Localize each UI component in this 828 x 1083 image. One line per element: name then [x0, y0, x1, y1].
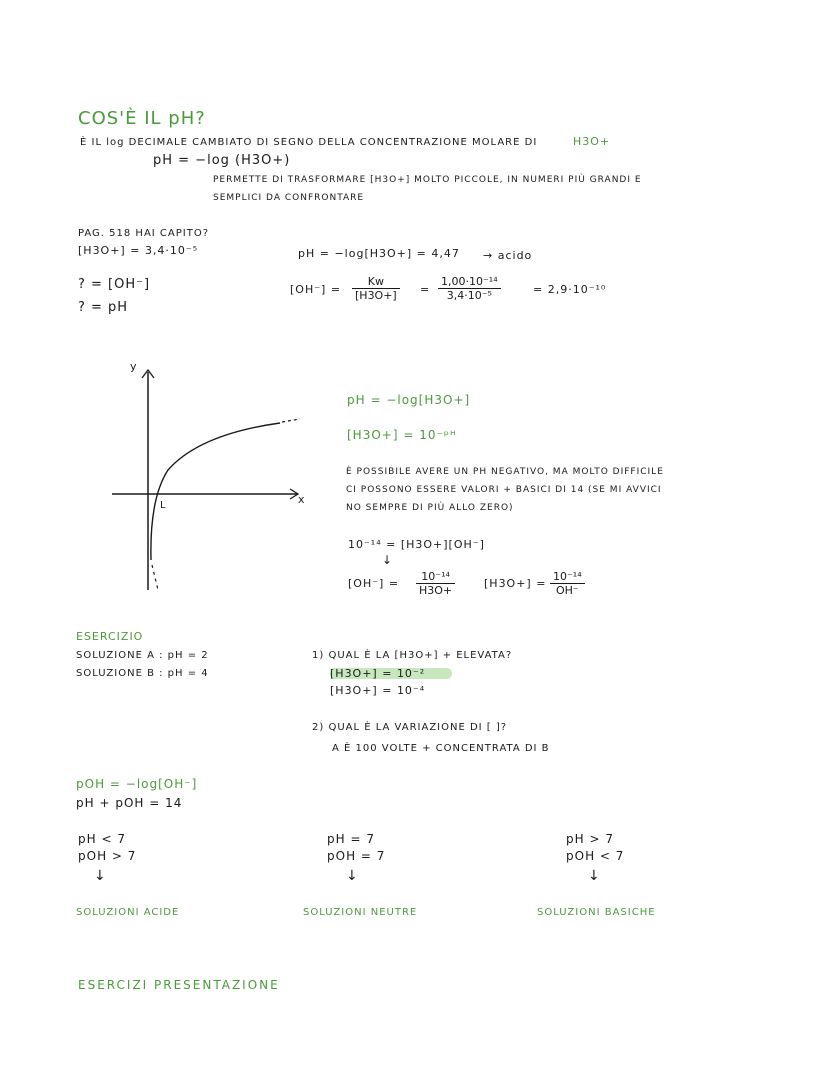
case-basic-ph: pH > 7	[566, 832, 614, 846]
oh-result: = 2,9·10⁻¹⁰	[533, 283, 607, 296]
definition-text: È IL log DECIMALE CAMBIATO DI SEGNO DELLA CONCENTRAZIONE MOLARE DI	[80, 137, 538, 148]
exercise1-ask-oh: ? = [OH⁻]	[78, 277, 151, 292]
formula-note-line2: SEMPLICI DA CONFRONTARE	[213, 193, 365, 203]
note-line2: CI POSSONO ESSERE VALORI + BASICI DI 14 (SE MI AVVICI	[346, 485, 662, 495]
oh-fraction	[416, 570, 455, 597]
kw-denominator: [H3O+]	[355, 289, 397, 302]
note-line1: È POSSIBILE AVERE UN PH NEGATIVO, MA MOLTO DIFFICILE	[346, 467, 664, 477]
value-denominator: 3,4·10⁻⁵	[446, 289, 492, 302]
question-1-answer-b: [H3O+] = 10⁻⁴	[330, 684, 426, 697]
ph-calculation: pH = −log[H3O+] = 4,47	[298, 247, 460, 260]
note-inverse-formula: [H3O+] = 10⁻ᵖᴴ	[347, 428, 457, 442]
question-1-answer-a: [H3O+] = 10⁻²	[330, 667, 426, 680]
curve-dash-start	[152, 565, 158, 590]
kw-numerator: Kw	[352, 275, 400, 289]
log-curve	[151, 423, 280, 560]
graph-y-label: y	[130, 360, 138, 373]
exercise1-header: PAG. 518 HAI CAPITO?	[78, 228, 210, 239]
case-neutral-poh: pOH = 7	[327, 849, 386, 863]
case-acid-arrow: ↓	[94, 868, 107, 884]
case-neutral-ph: pH = 7	[327, 832, 375, 846]
case-basic-poh: pOH < 7	[566, 849, 625, 863]
case-neutral-result: SOLUZIONI NEUTRE	[303, 907, 418, 918]
footer-title: ESERCIZI PRESENTAZIONE	[78, 978, 280, 992]
poh-definition: pOH = −log[OH⁻]	[76, 777, 198, 791]
case-basic-arrow: ↓	[588, 868, 601, 884]
solution-a: SOLUZIONE A : pH = 2	[76, 650, 209, 661]
solution-b: SOLUZIONE B : pH = 4	[76, 668, 209, 679]
down-arrow: ↓	[382, 553, 394, 567]
h-numerator: 10⁻¹⁴	[550, 570, 585, 584]
oh-denominator: H3O+	[419, 584, 453, 597]
exercise1-ask-ph: ? = pH	[78, 300, 129, 315]
h-lhs: [H3O+] =	[484, 577, 547, 590]
kw-equation: 10⁻¹⁴ = [H3O+][OH⁻]	[348, 538, 485, 551]
definition-species: H3O+	[573, 135, 611, 148]
exercise1-given: [H3O+] = 3,4·10⁻⁵	[78, 244, 199, 257]
graph-point-label: L	[160, 500, 167, 511]
h-denominator: OH⁻	[555, 584, 579, 597]
ph-result: acido	[497, 249, 533, 262]
value-numerator: 1,00·10⁻¹⁴	[438, 275, 501, 289]
case-acid-result: SOLUZIONI ACIDE	[76, 907, 180, 918]
ph-poh-sum: pH + pOH = 14	[76, 796, 183, 810]
exercise2-title: ESERCIZIO	[76, 630, 144, 643]
curve-dash-end	[282, 419, 300, 422]
note-line3: NO SEMPRE DI PIÙ ALLO ZERO)	[346, 503, 514, 513]
h-fraction	[550, 570, 585, 597]
equals-sign: =	[420, 283, 431, 296]
question-1: 1) QUAL È LA [H3O+] + ELEVATA?	[312, 650, 513, 661]
oh-lhs: [OH⁻] =	[348, 577, 400, 590]
case-basic-result: SOLUZIONI BASICHE	[537, 907, 656, 918]
question-2-answer: A È 100 VOLTE + CONCENTRATA DI B	[332, 743, 550, 754]
case-neutral-arrow: ↓	[346, 868, 359, 884]
ph-formula-main: pH = −log (H3O+)	[153, 153, 291, 168]
note-ph-formula: pH = −log[H3O+]	[347, 393, 471, 407]
case-acid-poh: pOH > 7	[78, 849, 137, 863]
page-title: COS'È IL pH?	[78, 108, 206, 129]
question-2: 2) QUAL È LA VARIAZIONE DI [ ]?	[312, 722, 508, 733]
ph-result-label: → acido	[483, 249, 533, 262]
formula-note-line1: PERMETTE DI TRASFORMARE [H3O+] MOLTO PICCOLE, IN NUMERI PIÙ GRANDI E	[213, 175, 642, 185]
oh-equation-lhs: [OH⁻] =	[290, 283, 342, 296]
oh-numerator: 10⁻¹⁴	[416, 570, 455, 584]
graph-x-label: x	[298, 493, 306, 506]
case-acid-ph: pH < 7	[78, 832, 126, 846]
